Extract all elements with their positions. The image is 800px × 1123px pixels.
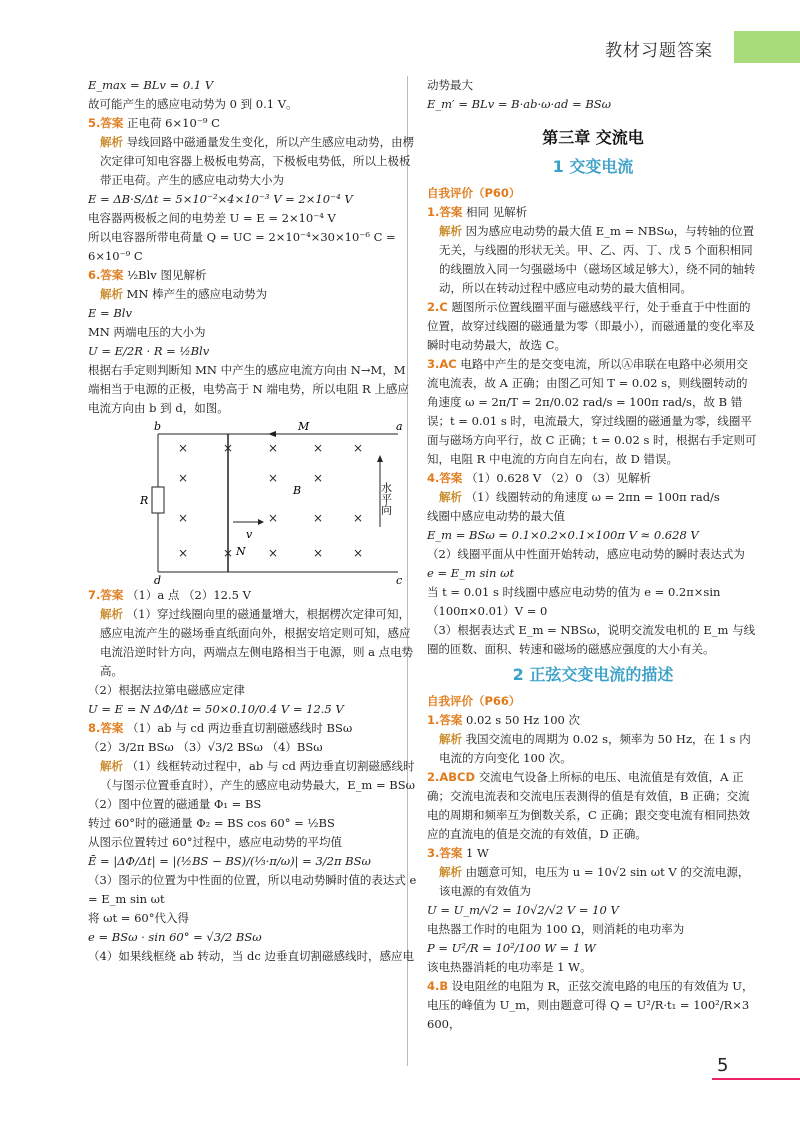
text-line (88, 833, 420, 852)
line-text: E = ΔB·S/Δt = 5×10⁻²×4×10⁻³ V = 2×10⁻⁴ V (88, 192, 353, 206)
label-B: B (293, 484, 302, 497)
text-line (88, 871, 420, 909)
text-line (88, 304, 420, 323)
line-text: 故可能产生的感应电动势为 0 到 0.1 V。 (88, 97, 298, 111)
header-accent-bar (734, 31, 800, 63)
text-line (427, 730, 759, 768)
left-column (88, 76, 420, 966)
line-text: e = BSω · sin 60° = √3/2 BSω (88, 930, 262, 944)
text-line (88, 795, 420, 814)
line-text: 电容器两极板之间的电势差 U = E = 2×10⁻⁴ V (88, 211, 336, 225)
line-text: （1）a 点 （2）12.5 V (127, 588, 251, 602)
text-line (88, 700, 420, 719)
answer-label: 解析 (100, 759, 123, 773)
line-text: E = Blv (88, 306, 132, 320)
self-eval-2: 自我评价（P66） (427, 694, 521, 708)
line-text: U = E = N ΔΦ/Δt = 50×0.10/0.4 V = 12.5 V (88, 702, 344, 716)
text-line (88, 852, 420, 871)
self-eval-1: 自我评价（P60） (427, 186, 521, 200)
text-line (88, 342, 420, 361)
text-line (88, 814, 420, 833)
text-line (427, 76, 759, 95)
line-text: 我国交流电的周期为 0.02 s，频率为 50 Hz，在 1 s 内电流的方向变化 100 次。 (439, 732, 751, 765)
line-text: U = U_m/√2 = 10√2/√2 V = 10 V (427, 903, 619, 917)
label-b: b (154, 420, 162, 433)
text-line (427, 711, 759, 730)
text-line (427, 222, 759, 298)
line-text: U = E/2R · R = ½Blv (88, 344, 210, 358)
svg-text:×: × (313, 471, 324, 485)
line-text: （1）线圈转动的角速度 ω = 2πn = 100π rad/s (465, 490, 720, 504)
line-text: 由题意可知，电压为 u = 10√2 sin ωt V 的交流电源，该电源的有效值为 (439, 865, 750, 898)
right-block-2 (427, 711, 759, 1034)
label-M: M (298, 420, 310, 433)
text-line (427, 768, 759, 844)
text-line (427, 939, 759, 958)
chapter-title: 第三章 交流电 (542, 128, 644, 147)
line-text: ½Blv 图见解析 (127, 268, 207, 282)
answer-label: 7.答案 (88, 588, 124, 602)
answer-label: 解析 (439, 865, 462, 879)
label-R: R (140, 494, 149, 507)
line-text: MN 棒产生的感应电动势为 (126, 287, 268, 301)
section-title-1: 1 交变电流 (552, 157, 634, 176)
label-N: N (236, 545, 246, 558)
svg-text:×: × (223, 546, 234, 560)
line-text: （3）图示的位置为中性面的位置，所以电动势瞬时值的表达式 e = E_m sin ωt (88, 873, 417, 906)
label-a: a (396, 420, 403, 433)
text-line (88, 209, 420, 228)
text-line (427, 564, 759, 583)
circuit-diagram (140, 420, 428, 587)
text-line (427, 526, 759, 545)
text-line (427, 488, 759, 507)
line-text: 所以电容器所带电荷量 Q = UC = 2×10⁻⁴×30×10⁻⁶ C = 6×10⁻⁹ C (88, 230, 396, 263)
line-text: 将 ωt = 60°代入得 (88, 911, 189, 925)
text-line (427, 298, 759, 355)
answer-label: 3.AC (427, 357, 457, 371)
answer-label: 解析 (100, 135, 123, 149)
line-text: E_m′ = BLv = B·ab·ω·ad = BSω (427, 97, 612, 111)
line-text: 线圈中感应电动势的最大值 (427, 509, 565, 523)
line-text: （2）3/2π BSω （3）√3/2 BSω （4）BSω (88, 740, 323, 754)
text-line (427, 355, 759, 469)
text-line (88, 605, 420, 681)
label-c: c (396, 574, 403, 587)
page-number-underline (712, 1078, 800, 1080)
line-text: 从图示位置转过 60°过程中，感应电动势的平均值 (88, 835, 343, 849)
text-line (427, 920, 759, 939)
answer-label: 4.B (427, 979, 449, 993)
text-line (88, 95, 420, 114)
text-line (427, 621, 759, 659)
line-text: 1 W (466, 846, 489, 860)
line-text: 转过 60°时的磁通量 Φ₂ = BS cos 60° = ½BS (88, 816, 335, 830)
svg-text:×: × (223, 441, 234, 455)
line-text: 电热器工作时的电阻为 100 Ω，则消耗的电功率为 (427, 922, 685, 936)
svg-text:×: × (268, 511, 279, 525)
text-line (88, 266, 420, 285)
text-line (88, 719, 420, 738)
line-text: 该电热器消耗的电功率是 1 W。 (427, 960, 592, 974)
text-line (88, 909, 420, 928)
line-text: 导线回路中磁通量发生变化，所以产生感应电动势，由楞次定律可知电容器上极板电势高，下极板电势低，所以上极板带正电荷。产生的感应电动势大小为 (100, 135, 415, 187)
page-number: 5 (717, 1055, 729, 1076)
svg-text:×: × (178, 471, 189, 485)
text-line (427, 901, 759, 920)
answer-label: 解析 (100, 287, 123, 301)
svg-text:×: × (178, 441, 189, 455)
answer-label: 解析 (439, 490, 462, 504)
text-line (88, 285, 420, 304)
svg-text:×: × (313, 546, 324, 560)
line-text: 当 t = 0.01 s 时线圈中感应电动势的值为 e = 0.2π×sin（100π×0.01）V = 0 (427, 585, 721, 618)
text-line (427, 844, 759, 863)
svg-text:×: × (268, 546, 279, 560)
line-text: MN 两端电压的大小为 (88, 325, 206, 339)
text-line (427, 507, 759, 526)
svg-text:×: × (313, 511, 324, 525)
right-column (427, 76, 759, 1034)
line-text: （1）ab 与 cd 两边垂直切割磁感线时 BSω (127, 721, 353, 735)
line-text: （1）线框转动过程中，ab 与 cd 两边垂直切割磁感线时（与图示位置垂直时），产生的感应电动势最大，E_m = BSω (100, 759, 415, 792)
text-line (88, 133, 420, 190)
text-line (88, 947, 420, 966)
answer-label: 4.答案 (427, 471, 463, 485)
line-text: 根据右手定则判断知 MN 中产生的感应电流方向由 N→M，M 端相当于电源的正极，电势高于 N 端电势，所以电阻 R 上感应电流方向由 b 到 d，如图。 (88, 363, 409, 415)
text-line (427, 95, 759, 114)
answer-label: 5.答案 (88, 116, 124, 130)
answer-label: 1.答案 (427, 713, 463, 727)
header-title: 教材习题答案 (605, 41, 713, 61)
line-text: （1）穿过线圈向里的磁通量增大，根据楞次定律可知，感应电流产生的磁场垂直纸面向外，根据安培定则可知，感应电流沿逆时针方向，两端点左侧电路相当于电源，则 a 点电势高。 (100, 607, 414, 678)
section-title-2: 2 正弦交变电流的描述 (512, 665, 674, 684)
line-text: Ē = |ΔΦ/Δt| = |(½BS − BS)/(⅓·π/ω)| = 3/2π BSω (88, 854, 371, 868)
svg-text:×: × (353, 441, 364, 455)
svg-text:×: × (353, 511, 364, 525)
text-line (88, 738, 420, 757)
left-block-1 (88, 76, 420, 418)
text-line (88, 928, 420, 947)
line-text: 交流电气设备上所标的电压、电流值是有效值，A 正确；交流电流表和交流电压表测得的值是有效值，B 正确；交流电的周期和频率互为倒数关系，C 正确；跟交变电流有相同热效应的直流电的值是交流的有效值，D 正确。 (427, 770, 750, 841)
text-line (427, 469, 759, 488)
line-text: P = U²/R = 10²/100 W = 1 W (427, 941, 596, 955)
line-text: 电路中产生的是交变电流，所以Ⓐ串联在电路中必须用交流电流表，故 A 正确；由图乙可知 T = 0.02 s，则线圈转动的角速度 ω = 2π/T = 2π/0.02 rad/s = 100π rad/s，故 B 错误；t = 0.01 s 时，电流最大，穿过线圈的磁通量为零，线圈平面与磁场方向平行，故 C 正确；t = 0.02 s 时，根据右手定则可知，电阻 R 中电流的方向自左向右，故 D 错误。 (427, 357, 757, 466)
text-line (88, 76, 420, 95)
right-block-0 (427, 76, 759, 114)
text-line (88, 681, 420, 700)
answer-label: 2.C (427, 300, 448, 314)
answer-label: 8.答案 (88, 721, 124, 735)
svg-text:×: × (268, 441, 279, 455)
text-line (88, 114, 420, 133)
line-text: （3）根据表达式 E_m = NBSω，说明交流发电机的 E_m 与线圈的匝数、面积、转速和磁场的磁感应强度的大小有关。 (427, 623, 756, 656)
line-text: e = E_m sin ωt (427, 566, 515, 580)
answer-label: 2.ABCD (427, 770, 476, 784)
line-text: 动势最大 (427, 78, 473, 92)
text-line (427, 958, 759, 977)
line-text: 因为感应电动势的最大值 E_m = NBSω，与转轴的位置无关，与线圈的形状无关。甲、乙、丙、丁、戊 5 个面积相同的线圈放入同一匀强磁场中（磁场区域足够大），绕不同的轴转动，所以在转动过程中感应电动势的最大值相同。 (439, 224, 756, 295)
label-d: d (154, 574, 162, 587)
circuit-figure (140, 420, 428, 587)
answer-label: 解析 (439, 224, 462, 238)
svg-text:×: × (178, 511, 189, 525)
line-text: 0.02 s 50 Hz 100 次 (466, 713, 580, 727)
label-v: v (246, 528, 253, 541)
text-line (88, 361, 420, 418)
text-line (427, 583, 759, 621)
svg-text:×: × (313, 441, 324, 455)
line-text: （2）图中位置的磁通量 Φ₁ = BS (88, 797, 262, 811)
label-direction: 水平向 (379, 482, 393, 515)
text-line (427, 203, 759, 222)
line-text: E_m = BSω = 0.1×0.2×0.1×100π V ≈ 0.628 V (427, 528, 699, 542)
answer-label: 3.答案 (427, 846, 463, 860)
answer-label: 解析 (100, 607, 123, 621)
line-text: E_max = BLv = 0.1 V (88, 78, 214, 92)
line-text: 设电阻丝的电阻为 R，正弦交流电路的电压的有效值为 U，电压的峰值为 U_m，则由题意可得 Q = U²/R·t₁ = 100²/R×3 600， (427, 979, 754, 1031)
answer-label: 1.答案 (427, 205, 463, 219)
right-block-1 (427, 203, 759, 659)
text-line (427, 977, 759, 1034)
line-text: （2）根据法拉第电磁感应定律 (88, 683, 245, 697)
text-line (427, 863, 759, 901)
text-line (88, 586, 420, 605)
left-block-2 (88, 586, 420, 966)
line-text: 题图所示位置线圈平面与磁感线平行，处于垂直于中性面的位置，故穿过线圈的磁通量为零（即最小），而磁通量的变化率及瞬时电动势最大，故选 C。 (427, 300, 755, 352)
line-text: （2）线圈平面从中性面开始转动，感应电动势的瞬时表达式为 (427, 547, 745, 561)
line-text: （4）如果线框绕 ab 转动，当 dc 边垂直切割磁感线时，感应电 (88, 949, 414, 963)
text-line (427, 545, 759, 564)
svg-text:×: × (268, 471, 279, 485)
text-line (88, 228, 420, 266)
answer-label: 解析 (439, 732, 462, 746)
line-text: 正电荷 6×10⁻⁹ C (127, 116, 220, 130)
answer-label: 6.答案 (88, 268, 124, 282)
line-text: 相同 见解析 (466, 205, 528, 219)
svg-text:×: × (178, 546, 189, 560)
text-line (88, 190, 420, 209)
text-line (88, 323, 420, 342)
text-line (88, 757, 420, 795)
line-text: （1）0.628 V （2）0 （3）见解析 (466, 471, 651, 485)
svg-text:×: × (353, 546, 364, 560)
